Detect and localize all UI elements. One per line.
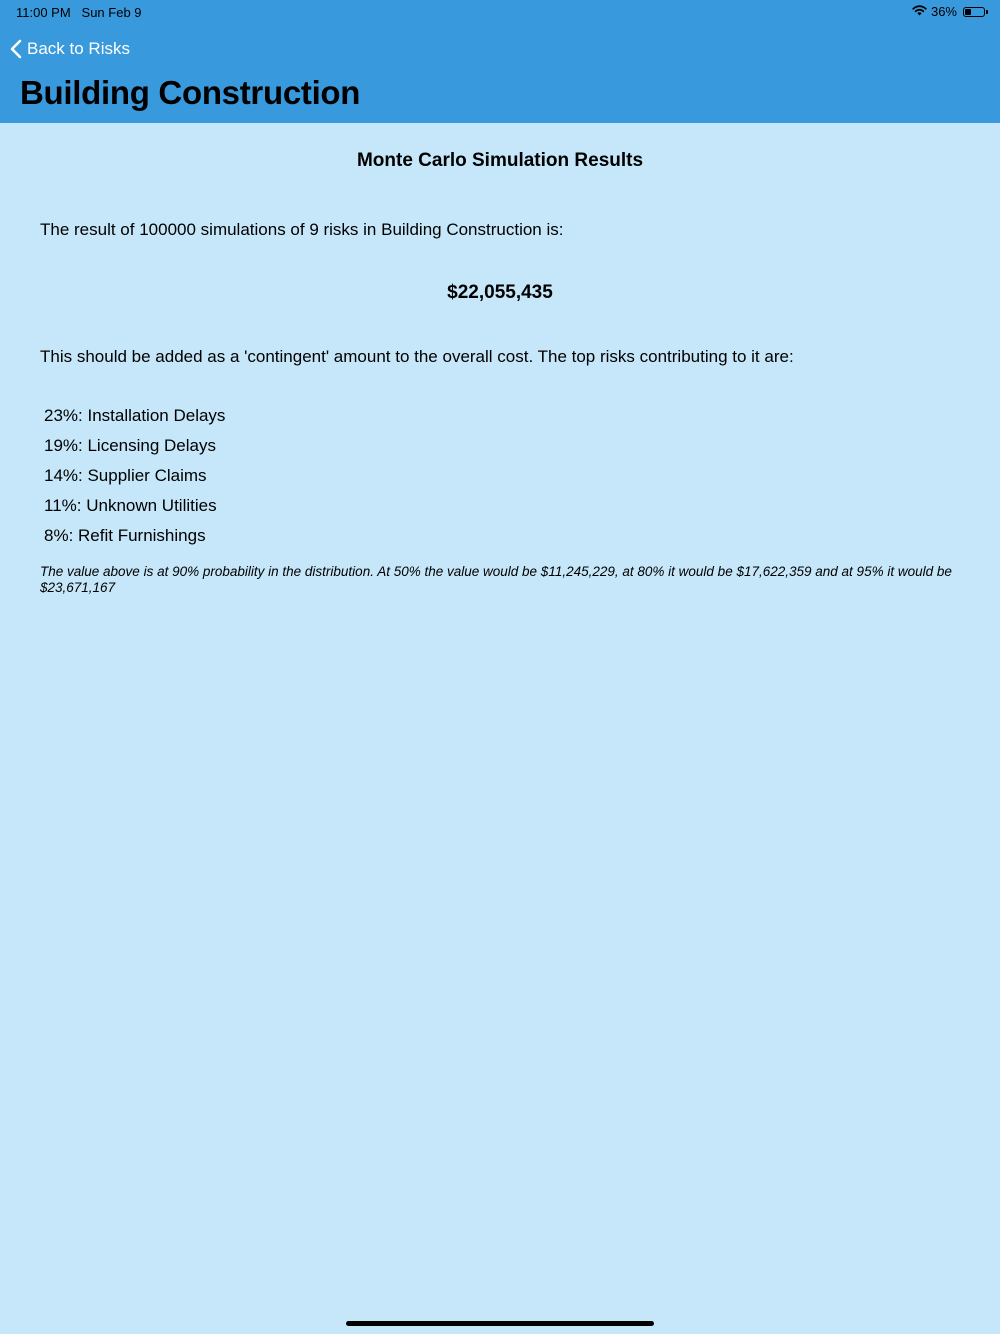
wifi-icon (912, 4, 927, 19)
battery-cap (986, 10, 988, 14)
status-bar-right (912, 4, 985, 19)
page-title: Building Construction (20, 74, 361, 111)
list-item: 23%: Installation Delays (44, 406, 226, 425)
back-button-label: Back to Risks (27, 39, 130, 58)
status-bar-time (16, 5, 142, 20)
contingent-note: This should be added as a 'contingent' amount to the overall cost. The top risks contributing to it are: (40, 347, 794, 366)
list-item: 8%: Refit Furnishings (44, 526, 206, 545)
navigation-header (0, 0, 1000, 123)
home-indicator[interactable] (346, 1321, 654, 1326)
status-time-text: 11:00 PM (16, 5, 71, 20)
list-item: 11%: Unknown Utilities (44, 496, 217, 515)
list-item: 19%: Licensing Delays (44, 436, 216, 455)
back-button[interactable] (10, 36, 130, 62)
probability-footnote: The value above is at 90% probability in the distribution. At 50% the value would be $11,245,229, at 80% it would be $17,622,359 and at 95% it would be $23,671,167 (40, 564, 952, 595)
results-heading: Monte Carlo Simulation Results (356, 150, 644, 171)
status-date-text: Sun Feb 9 (81, 5, 142, 20)
list-item: 14%: Supplier Claims (44, 466, 207, 485)
battery-percent: 36% (930, 4, 957, 19)
battery-icon (963, 7, 985, 17)
battery-fill (965, 9, 971, 15)
chevron-left-icon (10, 39, 22, 59)
top-risks-list (44, 404, 225, 554)
result-value: $22,055,435 (447, 282, 553, 303)
results-intro: The result of 100000 simulations of 9 risks in Building Construction is: (40, 220, 564, 239)
